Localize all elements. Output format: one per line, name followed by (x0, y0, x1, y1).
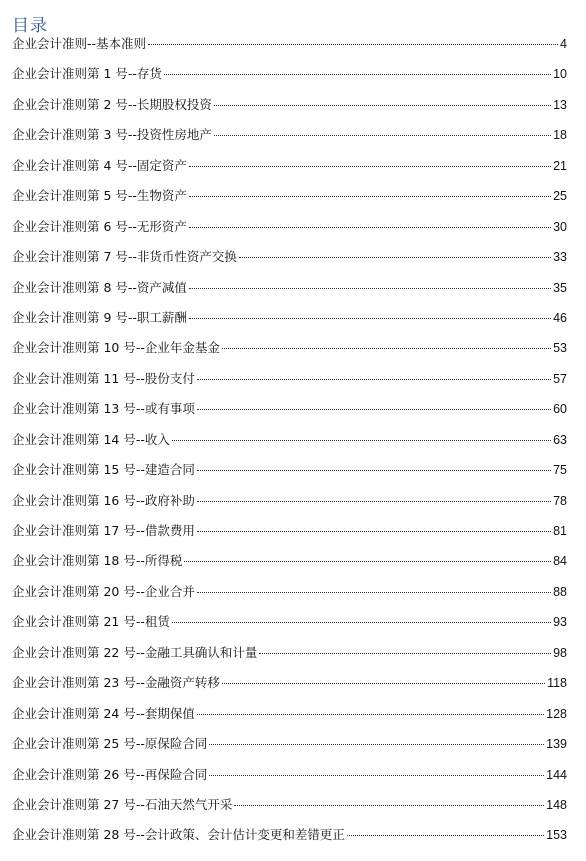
toc-page-number[interactable]: 60 (553, 402, 567, 417)
toc-entry-title[interactable]: 企业会计准则第 23 号--金融资产转移 (12, 675, 220, 691)
toc-page-number[interactable]: 33 (553, 250, 567, 265)
dot-leader (197, 409, 551, 410)
toc-entry-title[interactable]: 企业会计准则第 5 号--生物资产 (12, 188, 187, 204)
dot-leader (189, 288, 551, 289)
toc-entry-title[interactable]: 企业会计准则第 16 号--政府补助 (12, 492, 195, 508)
dot-leader (239, 257, 551, 258)
dot-leader (222, 348, 551, 349)
toc-page-number[interactable]: 10 (553, 67, 567, 82)
toc-page-number[interactable]: 84 (553, 554, 567, 569)
toc-entry-title[interactable]: 企业会计准则第 20 号--企业合并 (12, 583, 195, 599)
toc-entry-title[interactable]: 企业会计准则第 22 号--金融工具确认和计量 (12, 644, 258, 660)
toc-page-number[interactable]: 93 (553, 615, 567, 630)
dot-leader (214, 105, 551, 106)
toc-entry[interactable] (12, 219, 567, 249)
toc-entry[interactable] (12, 158, 567, 188)
toc-entry-title[interactable]: 企业会计准则第 26 号--再保险合同 (12, 766, 208, 782)
dot-leader (209, 775, 544, 776)
dot-leader (234, 805, 544, 806)
toc-page-number[interactable]: 88 (553, 584, 567, 599)
toc-entry-title[interactable]: 企业会计准则第 3 号--投资性房地产 (12, 127, 212, 143)
toc-entry-title[interactable]: 企业会计准则第 4 号--固定资产 (12, 157, 187, 173)
toc-page-number[interactable]: 57 (553, 371, 567, 386)
toc-page-number[interactable]: 139 (546, 737, 567, 752)
toc-page-number[interactable]: 98 (553, 645, 567, 660)
toc-page-number[interactable]: 148 (546, 797, 567, 812)
toc-entry[interactable] (12, 493, 567, 523)
toc-entry[interactable] (12, 767, 567, 797)
toc-page-number[interactable]: 153 (546, 828, 567, 843)
toc-entry[interactable] (12, 36, 567, 66)
dot-leader (189, 166, 551, 167)
toc-entry[interactable] (12, 371, 567, 401)
dot-leader (148, 44, 558, 45)
toc-entry[interactable] (12, 584, 567, 614)
toc-entry[interactable] (12, 188, 567, 218)
toc-page-number[interactable]: 21 (553, 158, 567, 173)
toc-entry[interactable] (12, 706, 567, 736)
dot-leader (189, 318, 551, 319)
toc-list (12, 36, 567, 858)
toc-entry-title[interactable]: 企业会计准则第 27 号--石油天然气开采 (12, 796, 233, 812)
toc-page-number[interactable]: 63 (553, 432, 567, 447)
toc-entry-title[interactable]: 企业会计准则第 21 号--租赁 (12, 614, 170, 630)
toc-page-number[interactable]: 30 (553, 219, 567, 234)
toc-entry-title[interactable]: 企业会计准则第 7 号--非货币性资产交换 (12, 249, 237, 265)
toc-page-number[interactable]: 81 (553, 524, 567, 538)
toc-entry-title[interactable]: 企业会计准则第 6 号--无形资产 (12, 218, 187, 234)
toc-entry[interactable] (12, 675, 567, 705)
dot-leader (172, 440, 551, 441)
toc-page-number[interactable]: 46 (553, 310, 567, 325)
dot-leader (197, 531, 551, 532)
toc-entry[interactable] (12, 249, 567, 279)
toc-entry-title[interactable]: 企业会计准则第 10 号--企业年金基金 (12, 340, 220, 356)
toc-page-number[interactable]: 53 (553, 341, 567, 356)
dot-leader (197, 592, 551, 593)
toc-page-number[interactable]: 78 (553, 493, 567, 508)
toc-entry-title[interactable]: 企业会计准则第 28 号--会计政策、会计估计变更和差错更正 (12, 827, 345, 843)
toc-entry-title[interactable]: 企业会计准则第 13 号--或有事项 (12, 401, 195, 417)
dot-leader (214, 135, 551, 136)
dot-leader (197, 470, 551, 471)
dot-leader (347, 835, 544, 836)
toc-entry[interactable] (12, 462, 567, 492)
toc-entry-title[interactable]: 企业会计准则第 8 号--资产减值 (12, 279, 187, 295)
dot-leader (172, 622, 551, 623)
toc-entry[interactable] (12, 523, 567, 553)
toc-entry[interactable] (12, 280, 567, 310)
toc-entry-title[interactable]: 企业会计准则第 15 号--建造合同 (12, 462, 195, 478)
toc-page-number[interactable]: 118 (547, 676, 567, 691)
toc-entry[interactable] (12, 553, 567, 583)
toc-page-number[interactable]: 13 (553, 97, 567, 112)
dot-leader (222, 683, 545, 684)
toc-heading: 目录 (12, 16, 48, 37)
toc-page-number[interactable]: 128 (546, 706, 567, 721)
toc-entry-title[interactable]: 企业会计准则第 14 号--收入 (12, 431, 170, 447)
dot-leader (197, 501, 551, 502)
toc-page-number[interactable]: 4 (560, 37, 567, 51)
toc-entry[interactable] (12, 97, 567, 127)
toc-page-number[interactable]: 18 (553, 128, 567, 143)
dot-leader (189, 196, 551, 197)
dot-leader (209, 744, 544, 745)
toc-page-number[interactable]: 144 (546, 767, 567, 782)
toc-entry-title[interactable]: 企业会计准则第 2 号--长期股权投资 (12, 96, 212, 112)
toc-entry-title[interactable]: 企业会计准则第 25 号--原保险合同 (12, 736, 208, 752)
toc-entry-title[interactable]: 企业会计准则第 11 号--股份支付 (12, 370, 195, 386)
dot-leader (184, 561, 551, 562)
toc-page-number[interactable]: 35 (553, 280, 567, 295)
toc-entry-title[interactable]: 企业会计准则--基本准则 (12, 36, 147, 51)
toc-entry[interactable] (12, 127, 567, 157)
toc-page-number[interactable]: 75 (553, 463, 567, 478)
toc-entry[interactable] (12, 401, 567, 431)
dot-leader (197, 714, 544, 715)
toc-entry[interactable] (12, 797, 567, 827)
toc-entry[interactable] (12, 432, 567, 462)
toc-page-number[interactable]: 25 (553, 189, 567, 204)
toc-entry-title[interactable]: 企业会计准则第 1 号--存货 (12, 66, 162, 82)
dot-leader (197, 379, 551, 380)
toc-entry[interactable] (12, 340, 567, 370)
toc-entry[interactable] (12, 645, 567, 675)
dot-leader (164, 74, 551, 75)
dot-leader (189, 227, 551, 228)
toc-entry-title[interactable]: 企业会计准则第 9 号--职工薪酬 (12, 309, 187, 325)
toc-entry-title[interactable]: 企业会计准则第 17 号--借款费用 (12, 523, 195, 538)
toc-entry[interactable] (12, 614, 567, 644)
toc-entry-title[interactable]: 企业会计准则第 18 号--所得税 (12, 553, 183, 569)
toc-entry[interactable] (12, 827, 567, 857)
toc-entry-title[interactable]: 企业会计准则第 24 号--套期保值 (12, 705, 195, 721)
toc-entry[interactable] (12, 736, 567, 766)
dot-leader (259, 653, 551, 654)
toc-entry[interactable] (12, 66, 567, 96)
toc-entry[interactable] (12, 310, 567, 340)
